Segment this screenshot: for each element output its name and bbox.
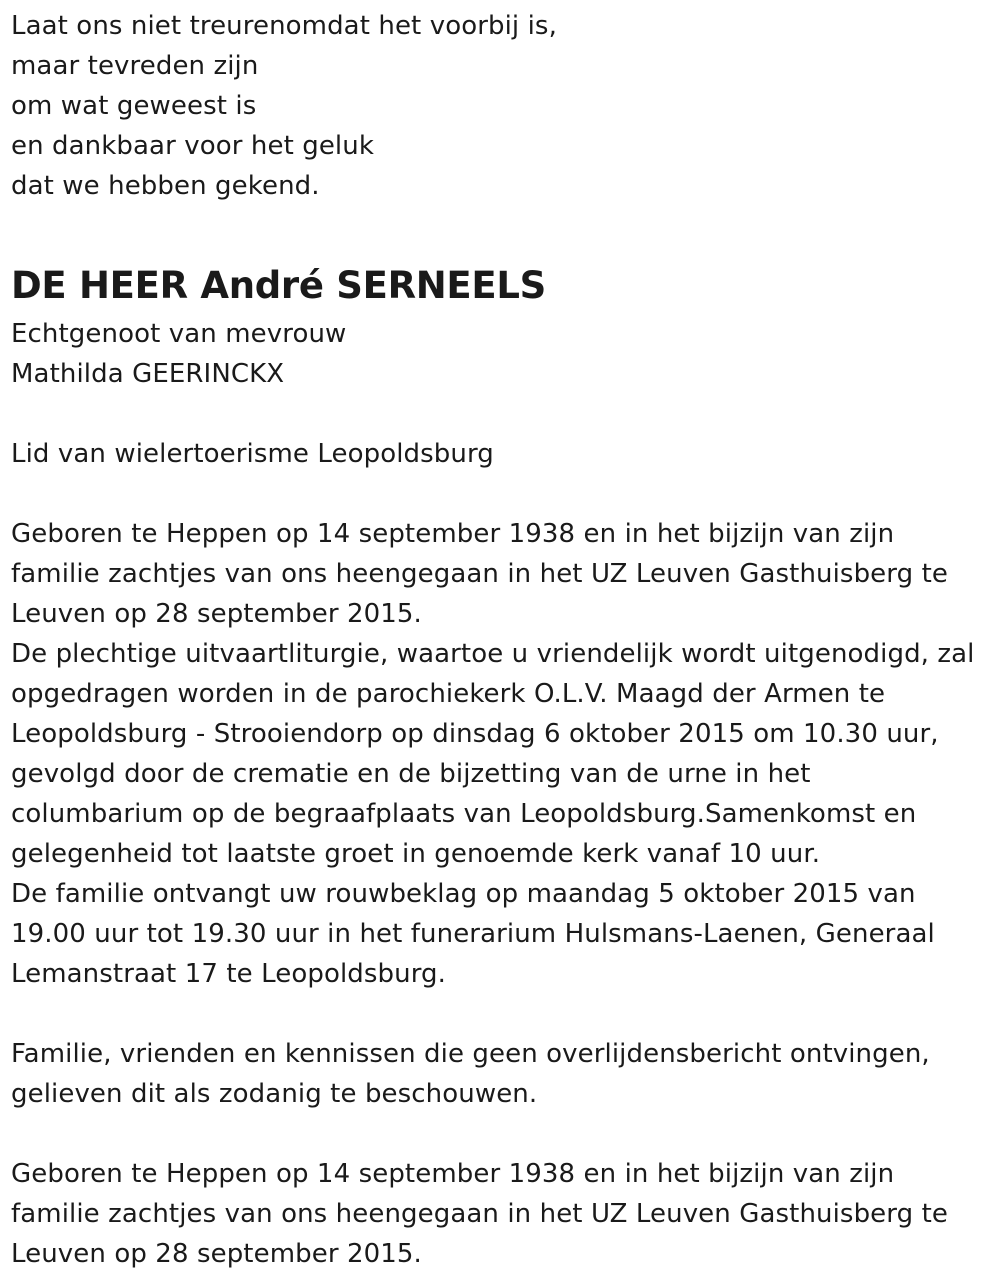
repeat-line: Leuven op 28 september 2015.	[11, 1239, 422, 1269]
poem-line: dat we hebben gekend.	[11, 171, 320, 201]
poem	[11, 6, 996, 206]
deceased-name: DE HEER André SERNEELS	[11, 264, 546, 307]
details-paragraph	[11, 514, 996, 994]
poem-line: Laat ons niet treurenomdat het voorbij is,	[11, 11, 557, 41]
repeat-line: familie zachtjes van ons heengegaan in het UZ Leuven Gasthuisberg te	[11, 1199, 948, 1229]
details-line: De familie ontvangt uw rouwbeklag op maandag 5 oktober 2015 van	[11, 879, 916, 909]
details-line: Leopoldsburg - Strooiendorp op dinsdag 6 oktober 2015 om 10.30 uur,	[11, 719, 939, 749]
spouse-line: Echtgenoot van mevrouw	[11, 319, 347, 349]
notice-line: Familie, vrienden en kennissen die geen overlijdensbericht ontvingen,	[11, 1039, 930, 1069]
details-line: De plechtige uitvaartliturgie, waartoe u vriendelijk wordt uitgenodigd, zal	[11, 639, 975, 669]
obituary-document	[11, 6, 996, 1274]
poem-line: en dankbaar voor het geluk	[11, 131, 374, 161]
details-line: 19.00 uur tot 19.30 uur in het funerarium Hulsmans-Laenen, Generaal	[11, 919, 935, 949]
details-line: gelegenheid tot laatste groet in genoemde kerk vanaf 10 uur.	[11, 839, 821, 869]
spouse-line: Mathilda GEERINCKX	[11, 359, 285, 389]
details-line: Leuven op 28 september 2015.	[11, 599, 422, 629]
spacer	[11, 994, 996, 1034]
poem-line: om wat geweest is	[11, 91, 257, 121]
details-line: Lemanstraat 17 te Leopoldsburg.	[11, 959, 447, 989]
spacer	[11, 1114, 996, 1154]
membership: Lid van wielertoerisme Leopoldsburg	[11, 439, 494, 469]
details-line: gevolgd door de crematie en de bijzetting van de urne in het	[11, 759, 811, 789]
repeat-line: Geboren te Heppen op 14 september 1938 en in het bijzijn van zijn	[11, 1159, 895, 1189]
spouse-info	[11, 314, 996, 394]
spacer	[11, 394, 996, 434]
notice-line: gelieven dit als zodanig te beschouwen.	[11, 1079, 538, 1109]
poem-line: maar tevreden zijn	[11, 51, 259, 81]
details-line: familie zachtjes van ons heengegaan in het UZ Leuven Gasthuisberg te	[11, 559, 948, 589]
repeat-paragraph	[11, 1154, 996, 1274]
notice-paragraph	[11, 1034, 996, 1114]
details-line: columbarium op de begraafplaats van Leopoldsburg.Samenkomst en	[11, 799, 917, 829]
details-line: Geboren te Heppen op 14 september 1938 en in het bijzijn van zijn	[11, 519, 895, 549]
spacer	[11, 474, 996, 514]
details-line: opgedragen worden in de parochiekerk O.L.V. Maagd der Armen te	[11, 679, 886, 709]
